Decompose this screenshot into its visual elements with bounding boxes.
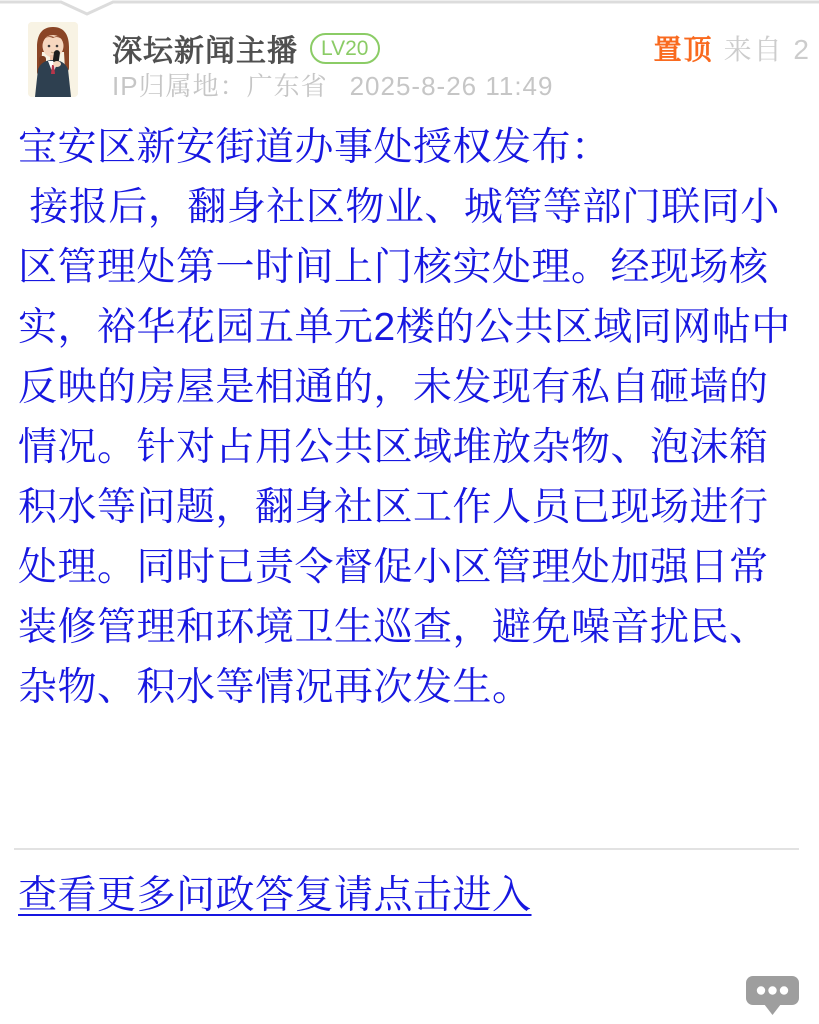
avatar-image: [28, 22, 78, 97]
post-body-line: 宝安区新安街道办事处授权发布：: [18, 126, 611, 169]
username[interactable]: 深坛新闻主播: [112, 35, 298, 68]
post-body-line: 情况。针对占用公共区域堆放杂物、泡沫箱: [18, 426, 769, 469]
avatar[interactable]: [28, 22, 78, 97]
post-body-line: 装修管理和环境卫生巡查，避免噪音扰民、: [18, 606, 769, 649]
from-floor-label[interactable]: 来自 2: [723, 34, 811, 65]
name-row: [112, 26, 380, 70]
post-body-line: 反映的房屋是相通的，未发现有私自砸墙的: [18, 366, 769, 409]
post-body-line: 区管理处第一时间上门核实处理。经现场核: [18, 246, 769, 289]
corner-badges: [654, 28, 811, 68]
ip-location: IP归属地：广东省: [112, 71, 328, 101]
post-body-line: 积水等问题，翻身社区工作人员已现场进行: [18, 486, 769, 529]
post-header: [28, 20, 813, 102]
post-meta: [112, 66, 553, 103]
post-body: [18, 118, 805, 718]
divider: [14, 848, 799, 850]
level-badge: LV20: [310, 33, 380, 64]
post-body-line: 实，裕华花园五单元2楼的公共区域同网帖中: [18, 306, 791, 349]
post-body-line: 处理。同时已责令督促小区管理处加强日常: [18, 546, 769, 589]
pinned-badge: 置顶: [653, 34, 714, 65]
post-body-line: 杂物、积水等情况再次发生。: [18, 666, 532, 709]
post-body-line: 接报后，翻身社区物业、城管等部门联同小: [18, 186, 780, 229]
comment-bubble-icon[interactable]: [746, 976, 799, 1016]
top-border-notch: [0, 0, 819, 18]
more-replies-link[interactable]: 查看更多问政答复请点击进入: [18, 874, 532, 917]
timestamp: 2025-8-26 11:49: [349, 71, 554, 101]
